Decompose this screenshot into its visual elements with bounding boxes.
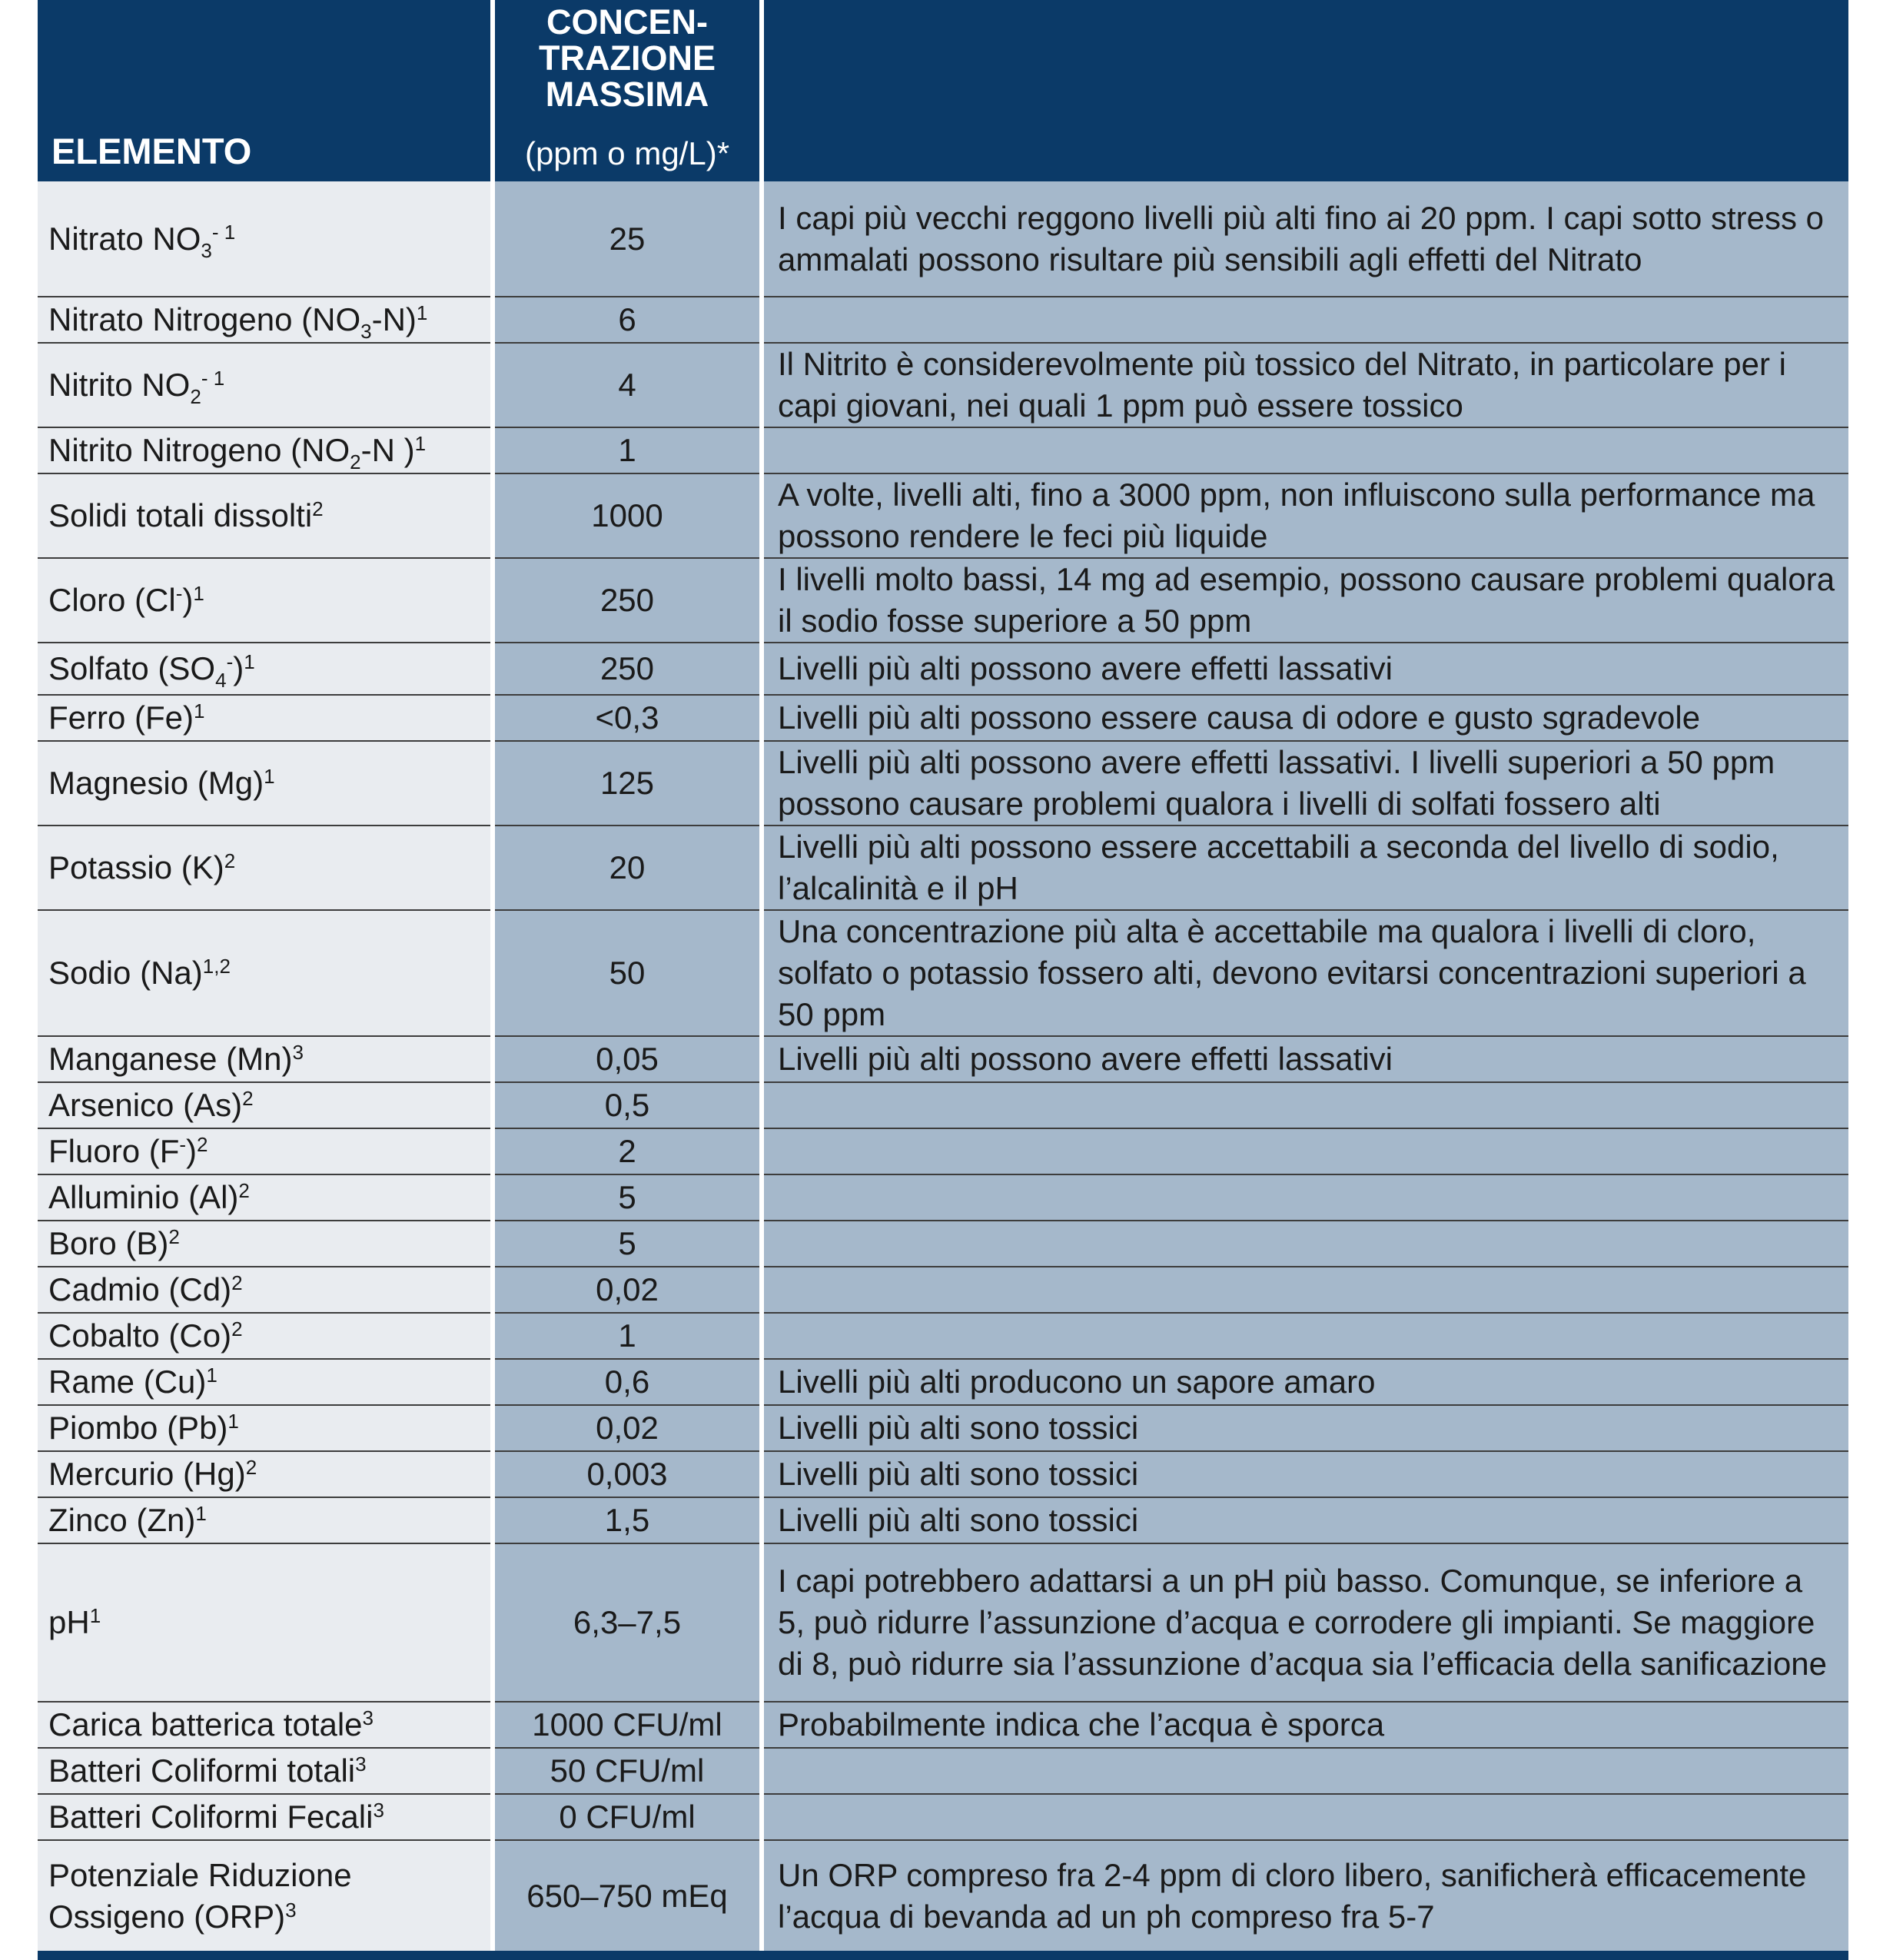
note-cell: Livelli più alti sono tossici [762, 1405, 1848, 1451]
concentration-cell: 650–750 mEq [493, 1840, 762, 1955]
table-row [38, 1221, 1848, 1267]
element-cell [38, 1497, 493, 1543]
water-quality-table-container [38, 0, 1848, 1935]
element-superscript: - 1 [211, 220, 236, 244]
table-row [38, 558, 1848, 643]
table-row [38, 297, 1848, 343]
element-name: Zinco (Zn) [48, 1502, 196, 1538]
note-cell: Livelli più alti possono avere effetti lassativi [762, 643, 1848, 695]
concentration-cell: 50 [493, 910, 762, 1036]
concentration-cell: 50 CFU/ml [493, 1748, 762, 1794]
element-subscript: 4 [215, 669, 227, 692]
table-body [38, 181, 1848, 1955]
table-row [38, 1036, 1848, 1082]
element-superscript: 1 [89, 1604, 101, 1627]
table-row [38, 1702, 1848, 1748]
element-cell [38, 1702, 493, 1748]
concentration-cell: 4 [493, 343, 762, 427]
element-superscript: 1 [194, 699, 205, 723]
element-name: Cloro (Cl [48, 582, 176, 618]
table-row [38, 695, 1848, 741]
element-name: Alluminio (Al) [48, 1179, 239, 1215]
note-cell: Una concentrazione più alta è accettabile ma qualora i livelli di cloro, solfato o potassio fossero alti, devono evitarsi concentrazioni superiori a 50 ppm [762, 910, 1848, 1036]
element-cell [38, 558, 493, 643]
element-name-suffix: ) [186, 1133, 198, 1169]
element-superscript: - [179, 1133, 187, 1156]
element-name: pH [48, 1604, 90, 1640]
element-name-suffix: ) [182, 582, 194, 618]
note-cell [762, 1082, 1848, 1128]
table-row [38, 343, 1848, 427]
concentration-cell: 0,6 [493, 1359, 762, 1405]
note-cell: I capi più vecchi reggono livelli più alti fino ai 20 ppm. I capi sotto stress o ammalati possono risultare più sensibili agli effetti del Nitrato [762, 181, 1848, 297]
table-row [38, 910, 1848, 1036]
header-conc-line2: TRAZIONE [539, 38, 716, 78]
element-name-suffix: -N) [371, 301, 417, 337]
concentration-cell: 1000 CFU/ml [493, 1702, 762, 1748]
note-cell: I capi potrebbero adattarsi a un pH più basso. Comunque, se inferiore a 5, può ridurre l’assunzione d’acqua e corrodere gli impianti. Se maggiore di 8, può ridurre sia l’assunzione d’acqua sia l’efficacia della sanificazione [762, 1543, 1848, 1702]
note-cell [762, 1128, 1848, 1174]
element-name: Potassio (K) [48, 849, 224, 885]
element-superscript: 3 [355, 1752, 367, 1776]
table-row [38, 1451, 1848, 1497]
table-row [38, 1405, 1848, 1451]
element-cell [38, 643, 493, 695]
note-cell [762, 1174, 1848, 1221]
element-name: Manganese (Mn) [48, 1041, 293, 1077]
table-row [38, 1497, 1848, 1543]
element-superscript: 2 [245, 1456, 257, 1479]
element-cell [38, 1543, 493, 1702]
concentration-cell: 125 [493, 741, 762, 826]
header-conc-line1: CONCEN- [546, 2, 708, 42]
element-superscript: 2 [242, 1087, 254, 1110]
element-cell [38, 910, 493, 1036]
note-cell: Livelli più alti sono tossici [762, 1497, 1848, 1543]
concentration-cell: <0,3 [493, 695, 762, 741]
note-cell [762, 1794, 1848, 1840]
note-cell [762, 1748, 1848, 1794]
element-cell [38, 181, 493, 297]
note-cell: Il Nitrito è considerevolmente più tossico del Nitrato, in particolare per i capi giovani, nei quali 1 ppm può essere tossico [762, 343, 1848, 427]
table-row [38, 826, 1848, 910]
element-superscript: 3 [285, 1898, 297, 1922]
element-reference: 2 [197, 1133, 208, 1156]
concentration-cell: 250 [493, 643, 762, 695]
element-cell [38, 1313, 493, 1359]
element-name: Solfato (SO [48, 650, 216, 686]
concentration-cell: 250 [493, 558, 762, 643]
element-superscript: 2 [231, 1317, 243, 1340]
table-row [38, 181, 1848, 297]
element-superscript: - [226, 650, 234, 673]
table-row [38, 643, 1848, 695]
table-row [38, 1794, 1848, 1840]
element-cell [38, 427, 493, 473]
element-subscript: 3 [201, 238, 212, 262]
element-reference: 1 [416, 301, 428, 324]
element-cell [38, 1405, 493, 1451]
element-cell [38, 695, 493, 741]
element-superscript: 2 [224, 849, 236, 872]
table-row [38, 1543, 1848, 1702]
table-row [38, 473, 1848, 558]
header-conc-line3: MASSIMA [545, 75, 709, 114]
concentration-cell: 0,05 [493, 1036, 762, 1082]
element-name: Boro (B) [48, 1225, 169, 1261]
element-superscript: 1 [264, 765, 275, 788]
element-superscript: - 1 [201, 367, 225, 390]
table-row [38, 1748, 1848, 1794]
concentration-cell: 1000 [493, 473, 762, 558]
element-cell [38, 1082, 493, 1128]
header-notes [762, 0, 1848, 181]
header-concentrazione [493, 0, 762, 181]
element-cell [38, 1174, 493, 1221]
element-superscript: 1,2 [202, 955, 231, 978]
note-cell: Livelli più alti producono un sapore amaro [762, 1359, 1848, 1405]
element-reference: 1 [244, 650, 255, 673]
element-name: Carica batterica totale [48, 1706, 363, 1742]
note-cell [762, 427, 1848, 473]
element-superscript: 1 [206, 1364, 218, 1387]
element-name-suffix: -N ) [360, 432, 415, 468]
element-name: Nitrito Nitrogeno (NO [48, 432, 350, 468]
element-subscript: 2 [190, 385, 201, 408]
element-name: Cadmio (Cd) [48, 1271, 232, 1307]
table-row [38, 1128, 1848, 1174]
note-cell: A volte, livelli alti, fino a 3000 ppm, non influiscono sulla performance ma possono rendere le feci più liquide [762, 473, 1848, 558]
element-name: Potenziale Riduzione Ossigeno (ORP) [48, 1856, 352, 1935]
table-header-row [38, 0, 1848, 181]
element-name: Piombo (Pb) [48, 1410, 228, 1446]
element-superscript: 3 [292, 1041, 304, 1064]
concentration-cell: 20 [493, 826, 762, 910]
element-superscript: 1 [227, 1410, 239, 1433]
element-name: Magnesio (Mg) [48, 765, 264, 801]
table-row [38, 1359, 1848, 1405]
element-superscript: 2 [168, 1225, 180, 1248]
element-cell [38, 297, 493, 343]
concentration-cell: 0 CFU/ml [493, 1794, 762, 1840]
element-cell [38, 343, 493, 427]
element-cell [38, 1794, 493, 1840]
table-row [38, 1267, 1848, 1313]
note-cell: Livelli più alti possono avere effetti lassativi. I livelli superiori a 50 ppm possono causare problemi qualora i livelli di solfati fossero alti [762, 741, 1848, 826]
element-name: Sodio (Na) [48, 955, 203, 991]
concentration-cell: 0,003 [493, 1451, 762, 1497]
table-row [38, 1313, 1848, 1359]
element-name: Arsenico (As) [48, 1087, 243, 1123]
element-superscript: 2 [231, 1271, 243, 1294]
element-name: Nitrato NO [48, 220, 201, 257]
element-cell [38, 1036, 493, 1082]
element-superscript: 2 [312, 497, 324, 520]
element-reference: 1 [414, 432, 427, 455]
element-name: Nitrito NO [48, 367, 191, 403]
concentration-cell: 1 [493, 1313, 762, 1359]
note-cell: Livelli più alti sono tossici [762, 1451, 1848, 1497]
element-name: Batteri Coliformi totali [48, 1752, 356, 1789]
concentration-cell: 1 [493, 427, 762, 473]
element-superscript: - [175, 582, 183, 605]
concentration-cell: 1,5 [493, 1497, 762, 1543]
element-name: Solidi totali dissolti [48, 497, 313, 533]
element-cell [38, 1128, 493, 1174]
note-cell [762, 297, 1848, 343]
element-superscript: 3 [362, 1706, 374, 1729]
table-row [38, 1174, 1848, 1221]
header-elemento: ELEMENTO [38, 0, 493, 181]
concentration-cell: 5 [493, 1221, 762, 1267]
element-superscript: 2 [238, 1179, 250, 1202]
water-quality-table [38, 0, 1848, 1960]
element-name: Nitrato Nitrogeno (NO [48, 301, 361, 337]
concentration-cell: 0,5 [493, 1082, 762, 1128]
element-name: Cobalto (Co) [48, 1317, 232, 1354]
header-unit: (ppm o mg/L)* [524, 135, 730, 171]
concentration-cell: 5 [493, 1174, 762, 1221]
element-superscript: 3 [373, 1799, 384, 1822]
concentration-cell: 2 [493, 1128, 762, 1174]
concentration-cell: 25 [493, 181, 762, 297]
element-superscript: 1 [195, 1502, 207, 1525]
element-name: Batteri Coliformi Fecali [48, 1799, 374, 1835]
note-cell: Livelli più alti possono avere effetti lassativi [762, 1036, 1848, 1082]
element-cell [38, 473, 493, 558]
element-cell [38, 1451, 493, 1497]
concentration-cell: 0,02 [493, 1405, 762, 1451]
table-row [38, 741, 1848, 826]
concentration-cell: 0,02 [493, 1267, 762, 1313]
element-reference: 1 [193, 582, 204, 605]
note-cell [762, 1221, 1848, 1267]
element-cell [38, 1221, 493, 1267]
note-cell: Probabilmente indica che l’acqua è sporca [762, 1702, 1848, 1748]
element-name-suffix: ) [233, 650, 244, 686]
element-subscript: 2 [350, 450, 361, 473]
element-name: Mercurio (Hg) [48, 1456, 246, 1492]
note-cell [762, 1313, 1848, 1359]
table-row [38, 1840, 1848, 1955]
element-subscript: 3 [360, 320, 372, 343]
note-cell: Livelli più alti possono essere accettabili a seconda del livello di sodio, l’alcalinità e il pH [762, 826, 1848, 910]
element-name: Rame (Cu) [48, 1364, 207, 1400]
element-cell [38, 741, 493, 826]
table-row [38, 1082, 1848, 1128]
element-cell [38, 1840, 493, 1955]
note-cell [762, 1267, 1848, 1313]
concentration-cell: 6 [493, 297, 762, 343]
element-name: Fluoro (F [48, 1133, 180, 1169]
element-cell [38, 826, 493, 910]
element-cell [38, 1748, 493, 1794]
element-cell [38, 1267, 493, 1313]
note-cell: Livelli più alti possono essere causa di odore e gusto sgradevole [762, 695, 1848, 741]
note-cell: Un ORP compreso fra 2-4 ppm di cloro libero, sanificherà efficacemente l’acqua di bevanda ad un ph compreso fra 5-7 [762, 1840, 1848, 1955]
note-cell: I livelli molto bassi, 14 mg ad esempio, possono causare problemi qualora il sodio fosse superiore a 50 ppm [762, 558, 1848, 643]
table-row [38, 427, 1848, 473]
element-name: Ferro (Fe) [48, 699, 194, 736]
element-cell [38, 1359, 493, 1405]
concentration-cell: 6,3–7,5 [493, 1543, 762, 1702]
